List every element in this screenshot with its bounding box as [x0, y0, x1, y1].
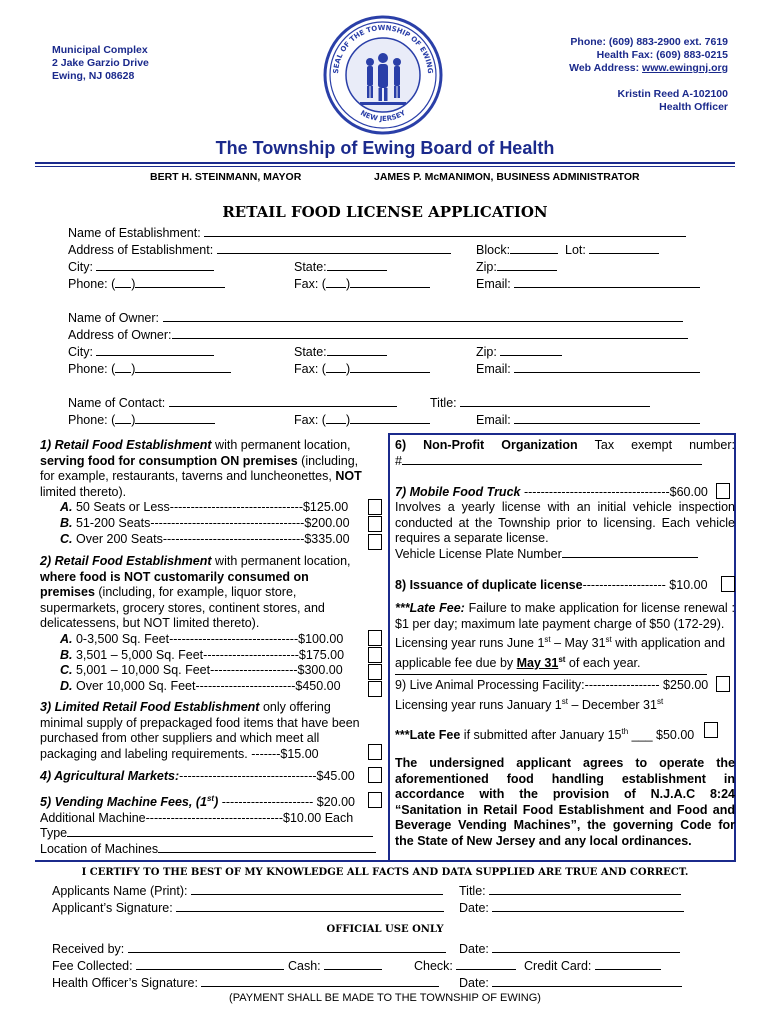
contact-email-field[interactable]: Email:: [476, 412, 700, 428]
applicant-name-field[interactable]: Applicants Name (Print):: [52, 883, 443, 899]
check-field[interactable]: Check:: [414, 958, 516, 974]
section-5: 5) Vending Machine Fees, (1st) ---------------------- $20.00 Additional Machine---------------------------------$10.00 Each Type Location of Machines: [40, 791, 376, 858]
contact-block: [569, 36, 728, 114]
owner-zip-field[interactable]: Zip:: [476, 344, 562, 360]
owner-fax-field[interactable]: Fax: ( ): [294, 361, 430, 377]
section-9: 9) Live Animal Processing Facility:------------------ $250.00 Licensing year runs January 1st – December 31st: [395, 678, 709, 712]
phone-line: Phone: (609) 883-2900 ext. 7619: [570, 36, 728, 48]
applicant-signature-field[interactable]: Applicant’s Signature:: [52, 900, 444, 916]
applicant-date-field[interactable]: Date:: [459, 900, 684, 916]
divider: [35, 860, 736, 862]
address-line: Ewing, NJ 08628: [52, 70, 135, 82]
divider: [395, 674, 707, 675]
contact-fax-field[interactable]: Fax: ( ): [294, 412, 430, 428]
page-title: The Township of Ewing Board of Health: [215, 138, 555, 158]
township-seal: [322, 14, 444, 136]
fee-collected-field[interactable]: Fee Collected:: [52, 958, 284, 974]
late-fee-text: ***Late Fee: Failure to make application for license renewal : $1 per day; maximum late payment charge of $50 (172-29).: [395, 601, 735, 631]
owner-email-field[interactable]: Email:: [476, 361, 700, 377]
contact-name-field[interactable]: Name of Contact:: [68, 395, 397, 411]
health-officer-date-field[interactable]: Date:: [459, 975, 682, 991]
form-title: RETAIL FOOD LICENSE APPLICATION: [222, 203, 548, 221]
establishment-address-field[interactable]: Address of Establishment:: [68, 242, 451, 258]
checkbox-4[interactable]: [368, 767, 382, 783]
divider: [388, 433, 736, 435]
cash-field[interactable]: Cash:: [288, 958, 382, 974]
owner-name-field[interactable]: Name of Owner:: [68, 310, 683, 326]
payment-note: (PAYMENT SHALL BE MADE TO THE TOWNSHIP OF EWING): [229, 992, 541, 1004]
section-7-body: Involves a yearly license with an initial vehicle inspection conducted at the Township prior to licensing. Each vehicle requires a separate license.: [395, 500, 735, 546]
establishment-name-field[interactable]: Name of Establishment:: [68, 225, 686, 241]
section-3: 3) Limited Retail Food Establishment only offering minimal supply of prepackaged food items that have been purchased from other suppliers and which meet all packaging and labeling requirements. -------$15.00: [40, 700, 360, 761]
checkbox-9-late[interactable]: [704, 722, 718, 738]
checkbox-1c[interactable]: [368, 534, 382, 550]
received-date-field[interactable]: Date:: [459, 941, 680, 957]
checkbox-1a[interactable]: [368, 499, 382, 515]
officer-name: Kristin Reed A-102100: [617, 88, 728, 100]
owner-address-field[interactable]: Address of Owner:: [68, 327, 688, 343]
checkbox-7[interactable]: [716, 483, 730, 499]
section-9-late-fee: ***Late Fee if submitted after January 15th ___ $50.00: [395, 727, 695, 743]
fax-line: Health Fax: (609) 883-0215: [596, 49, 728, 61]
checkbox-5[interactable]: [368, 792, 382, 808]
block-field[interactable]: Block:: [476, 242, 558, 258]
checkbox-9[interactable]: [716, 676, 730, 692]
section-7-title: 7) Mobile Food Truck -----------------------------------$60.00: [395, 485, 708, 499]
address-line: 2 Jake Garzio Drive: [52, 57, 149, 69]
received-by-field[interactable]: Received by:: [52, 941, 446, 957]
contact-phone-field[interactable]: Phone: ( ): [68, 412, 215, 428]
zip-field[interactable]: Zip:: [476, 259, 557, 275]
section-8-title: 8) Issuance of duplicate license-------------------- $10.00: [395, 578, 708, 592]
official-use-heading: OFFICIAL USE ONLY: [326, 924, 444, 935]
state-field[interactable]: State:: [294, 259, 387, 275]
licensing-year-text: Licensing year runs June 1st – May 31st with application and applicable fee due by May 31st of each year.: [395, 635, 726, 670]
section-1: 1) Retail Food Establishment with permanent location, serving food for consumption ON premises (including, for example, restaurants, taverns and luncheonettes, NOT limited thereto). A. 50 Seats or Less--------------------------------$125.00 B. 51-200 Seats-------------------------------------$200.00 C. Over 200 Seats----------------------------------$335.00: [40, 438, 362, 546]
divider: [35, 162, 735, 164]
agreement-text: The undersigned applicant agrees to operate the aforementioned food handling establishment in accordance with the provision of N.J.A.C 8:24 “Sanitation in Retail Food Establishment and Food and Beverage Vending Machines”, the governing Code for the State of New Jersey and any local ordinances.: [395, 756, 735, 848]
phone-field[interactable]: Phone: ( ): [68, 276, 225, 292]
web-line: Web Address: www.ewingnj.org: [569, 62, 728, 74]
section-4: 4) Agricultural Markets:---------------------------------$45.00: [40, 769, 355, 783]
section-6: 6) Non-Profit Organization Tax exempt number: #: [395, 438, 735, 468]
owner-city-field[interactable]: City:: [68, 344, 214, 360]
plate-field[interactable]: Vehicle License Plate Number: [395, 547, 698, 563]
divider: [35, 166, 735, 167]
applicant-title-field[interactable]: Title:: [459, 883, 681, 899]
email-field[interactable]: Email:: [476, 276, 700, 292]
checkbox-8[interactable]: [721, 576, 735, 592]
owner-phone-field[interactable]: Phone: ( ): [68, 361, 231, 377]
checkbox-2c[interactable]: [368, 664, 382, 680]
fax-field[interactable]: Fax: ( ): [294, 276, 430, 292]
lot-field[interactable]: Lot:: [565, 242, 659, 258]
mayor-name: BERT H. STEINMANN, MAYOR: [150, 171, 302, 183]
checkbox-2d[interactable]: [368, 681, 382, 697]
website-link[interactable]: www.ewingnj.org: [642, 62, 728, 74]
owner-state-field[interactable]: State:: [294, 344, 387, 360]
health-officer-signature-field[interactable]: Health Officer’s Signature:: [52, 975, 439, 991]
administrator-name: JAMES P. McMANIMON, BUSINESS ADMINISTRATOR: [374, 171, 640, 183]
address-block: [52, 44, 149, 83]
credit-card-field[interactable]: Credit Card:: [524, 958, 661, 974]
address-line: Municipal Complex: [52, 44, 148, 56]
column-divider: [388, 433, 390, 861]
seal-text: NEW JERSEY: [359, 108, 407, 124]
seal-text: SEAL OF THE TOWNSHIP OF EWING: [331, 23, 435, 74]
checkbox-3[interactable]: [368, 744, 382, 760]
contact-title-field[interactable]: Title:: [430, 395, 650, 411]
checkbox-2b[interactable]: [368, 647, 382, 663]
section-2: 2) Retail Food Establishment with permanent location, where food is NOT customarily consumed on premises (including, for example, liquor store, supermarkets, grocery stores, continent stores, and delicatessens, but NOT limited thereto). A. 0-3,500 Sq. Feet-------------------------------$100.00 B. 3,501 – 5,000 Sq. Feet-----------------------$175.00 C. 5,001 – 10,000 Sq. Feet---------------------$300.00 D. Over 10,000 Sq. Feet------------------------$450.00: [40, 554, 351, 693]
city-field[interactable]: City:: [68, 259, 214, 275]
officer-title: Health Officer: [659, 101, 728, 113]
certification-statement: I CERTIFY TO THE BEST OF MY KNOWLEDGE ALL FACTS AND DATA SUPPLIED ARE TRUE AND CORRECT.: [81, 867, 689, 878]
checkbox-1b[interactable]: [368, 516, 382, 532]
checkbox-2a[interactable]: [368, 630, 382, 646]
